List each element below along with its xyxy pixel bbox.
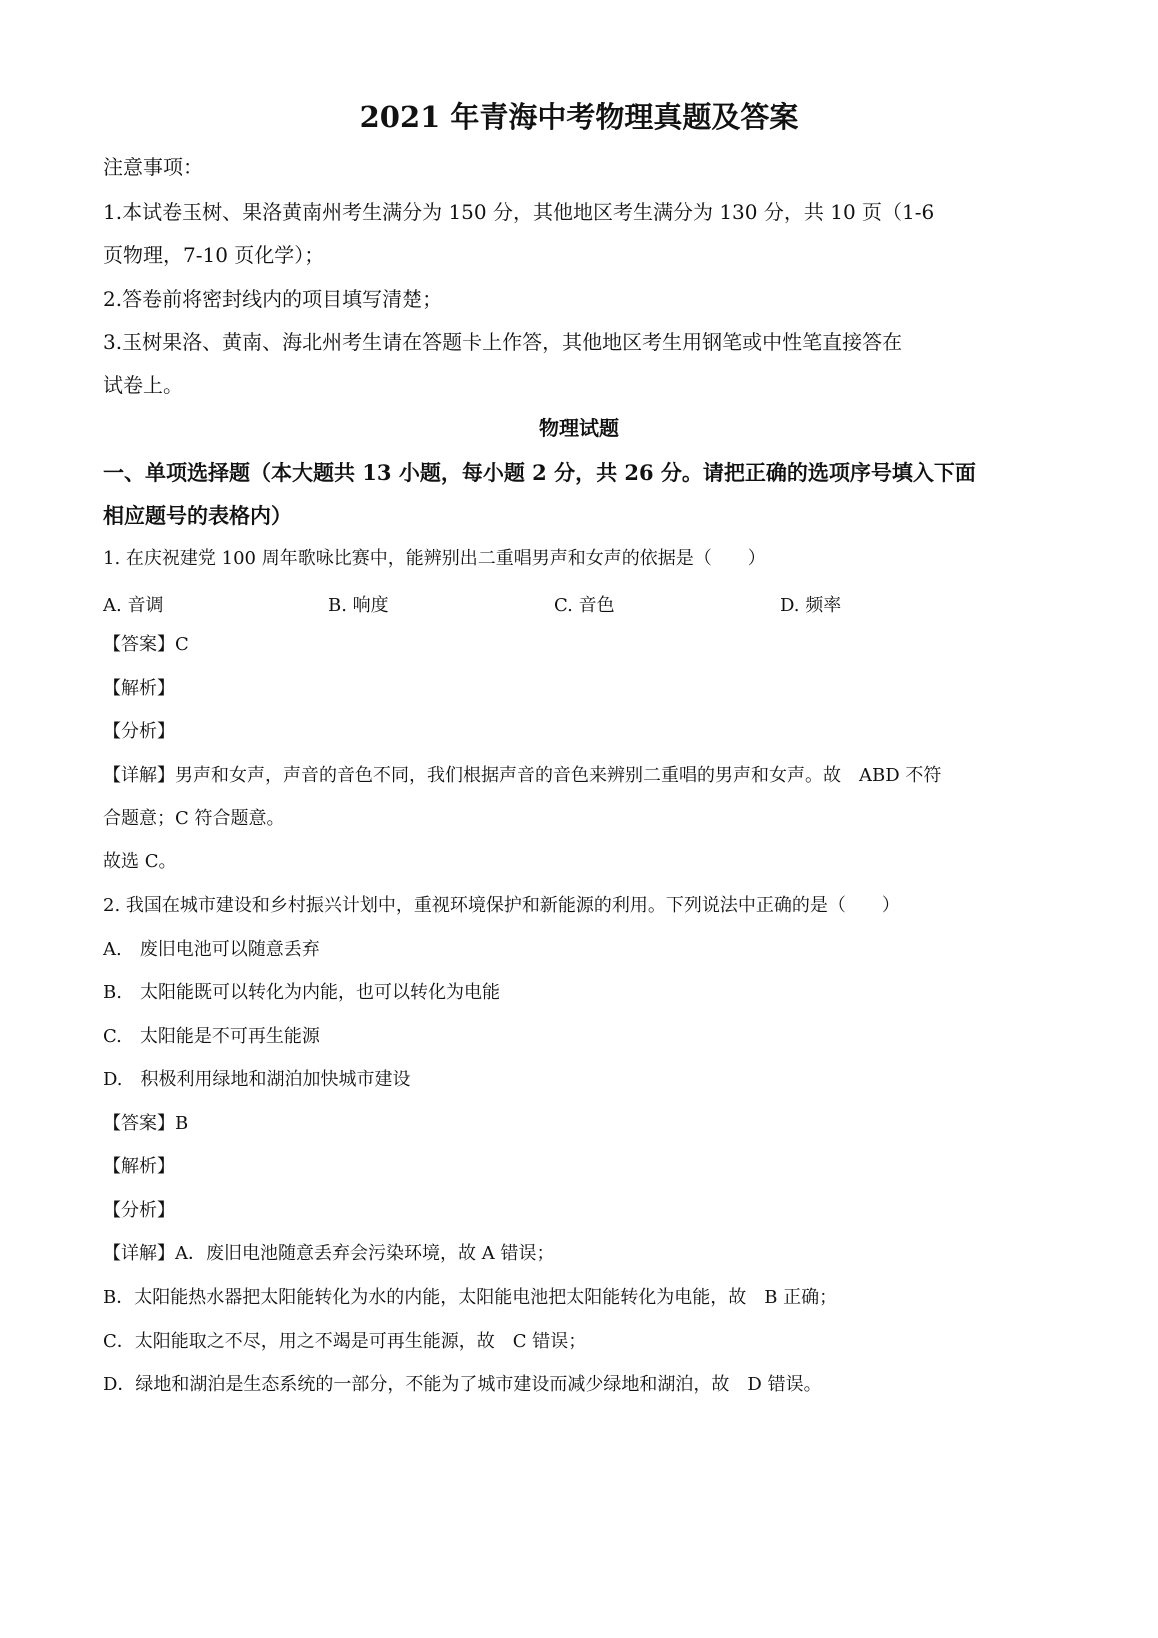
question-2-jiexi: 【解析】 xyxy=(103,1156,175,1177)
question-1-detail: 【详解】男声和女声，声音的音色不同，我们根据声音的音色来辨别二重唱的男声和女声。故 ABD 不符 xyxy=(103,765,942,786)
question-2-detail-b: B．太阳能热水器把太阳能转化为水的内能，太阳能电池把太阳能转化为电能，故 B 正确； xyxy=(103,1287,838,1308)
question-1-detail-cont: 合题意；C 符合题意。 xyxy=(103,808,285,829)
question-2-answer: 【答案】B xyxy=(103,1113,189,1134)
notice-item-1-cont: 页物理，7-10 页化学）； xyxy=(103,243,325,267)
question-1-jiexi: 【解析】 xyxy=(103,678,175,699)
notice-item-1: 1.本试卷玉树、果洛黄南州考生满分为 150 分，其他地区考生满分为 130 分，共 10 页（1-6 xyxy=(103,200,935,224)
notice-item-2: 2.答卷前将密封线内的项目填写清楚； xyxy=(103,287,443,311)
question-2-stem: 2. 我国在城市建设和乡村振兴计划中，重视环境保护和新能源的利用。下列说法中正确的是（ ） xyxy=(103,895,900,916)
notice-heading: 注意事项： xyxy=(103,155,203,179)
question-2-detail-d: D．绿地和湖泊是生态系统的一部分，不能为了城市建设而减少绿地和湖泊，故 D 错误。 xyxy=(103,1374,822,1395)
part-heading-cont: 相应题号的表格内） xyxy=(103,503,292,528)
page-title: 2021 年青海中考物理真题及答案 xyxy=(359,100,799,134)
notice-item-3: 3.玉树果洛、黄南、海北州考生请在答题卡上作答，其他地区考生用钢笔或中性笔直接答在 xyxy=(103,330,903,354)
question-1-option-d: D. 频率 xyxy=(780,595,842,616)
question-2-detail-a: 【详解】A．废旧电池随意丢弃会污染环境，故 A 错误； xyxy=(103,1243,555,1264)
question-1-option-b: B. 响度 xyxy=(328,595,389,616)
section-title: 物理试题 xyxy=(539,416,619,440)
question-1-answer: 【答案】C xyxy=(103,634,189,655)
question-2-option-b: B. 太阳能既可以转化为内能，也可以转化为电能 xyxy=(103,982,500,1003)
question-1-fenxi: 【分析】 xyxy=(103,721,175,742)
notice-item-3-cont: 试卷上。 xyxy=(103,373,183,397)
part-heading: 一、单项选择题（本大题共 13 小题，每小题 2 分，共 26 分。请把正确的选项序号填入下面 xyxy=(103,460,976,485)
question-1-option-c: C. 音色 xyxy=(554,595,615,616)
question-1-stem: 1. 在庆祝建党 100 周年歌咏比赛中，能辨别出二重唱男声和女声的依据是（ ） xyxy=(103,548,766,569)
question-1-conclusion: 故选 C。 xyxy=(103,851,177,872)
question-2-option-c: C. 太阳能是不可再生能源 xyxy=(103,1026,320,1047)
question-2-option-d: D. 积极利用绿地和湖泊加快城市建设 xyxy=(103,1069,411,1090)
question-1-option-a: A. 音调 xyxy=(103,595,164,616)
question-2-fenxi: 【分析】 xyxy=(103,1200,175,1221)
question-2-detail-c: C．太阳能取之不尽，用之不竭是可再生能源，故 C 错误； xyxy=(103,1331,587,1352)
question-2-option-a: A. 废旧电池可以随意丢弃 xyxy=(103,939,320,960)
